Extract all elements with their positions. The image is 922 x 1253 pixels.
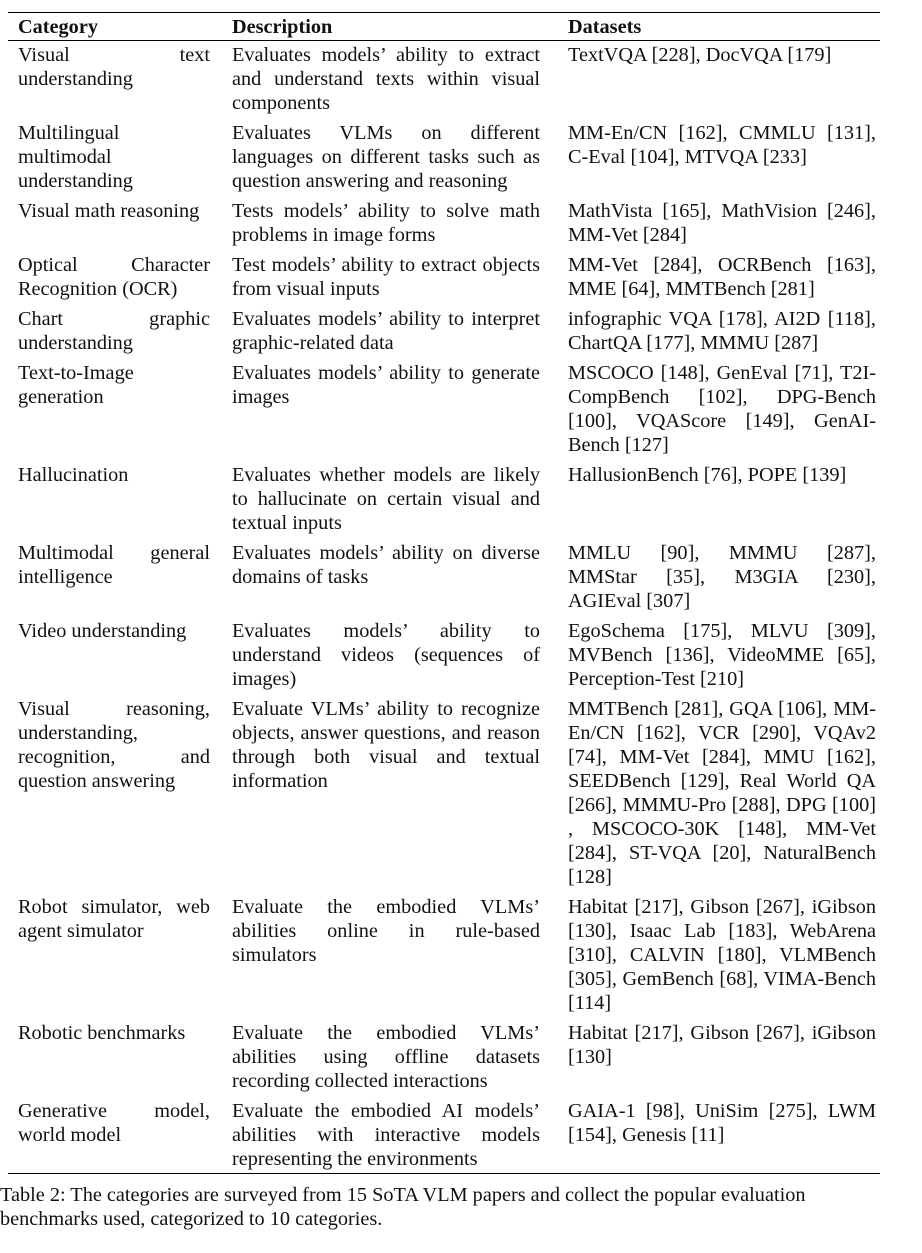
category-cell: Chart graphic understanding (18, 308, 210, 354)
category-cell: Robotic benchmarks (18, 1022, 186, 1044)
category-cell: Generative model, world model (8, 1097, 218, 1174)
table-row (8, 119, 880, 197)
header-description: Description (218, 13, 548, 41)
category-cell: Multilingual multimodal understanding (18, 122, 133, 192)
category-cell: Visual text understanding (18, 44, 210, 90)
datasets-cell: GAIA-1 [98], UniSim [275], LWM [154], Genesis [11] (548, 1097, 880, 1174)
datasets-cell: Habitat [217], Gibson [267], iGibson [130] (568, 1022, 876, 1068)
category-cell: Text-to-Image generation (18, 362, 134, 408)
datasets-cell: Habitat [217], Gibson [267], iGibson [130], Isaac Lab [183], WebArena [310], CALVIN [180], VLMBench [305], GemBench [68], VIMA-Bench [114] (568, 896, 876, 1014)
description-cell: Evaluate the embodied AI models’ abilities with interactive models representing the environments (218, 1097, 548, 1174)
description-cell: Evaluates whether models are likely to hallucinate on certain visual and textual inputs (232, 464, 540, 534)
table-row (8, 617, 880, 695)
description-cell: Evaluates models’ ability to interpret graphic-related data (232, 308, 540, 354)
datasets-cell: MMLU [90], MMMU [287], MMStar [35], M3GIA [230], AGIEval [307] (568, 542, 876, 612)
description-cell: Evaluates models’ ability to understand videos (sequences of images) (232, 620, 540, 690)
table-caption: Table 2: The categories are surveyed from 15 SoTA VLM papers and collect the popular evaluation benchmarks used, categorized to 10 categories. (0, 1184, 806, 1230)
benchmark-table (8, 12, 880, 1174)
category-cell: Multimodal general intelligence (18, 542, 210, 588)
category-cell: Optical Character Recognition (OCR) (18, 254, 210, 300)
table-row (8, 461, 880, 539)
datasets-cell: MM-En/CN [162], CMMLU [131], C-Eval [104], MTVQA [233] (568, 122, 876, 168)
table-header-row (8, 13, 880, 41)
description-cell: Evaluate the embodied VLMs’ abilities online in rule-based simulators (232, 896, 540, 966)
table-row (8, 197, 880, 251)
category-cell: Visual reasoning, understanding, recognition, and question answering (18, 698, 210, 792)
table-row (8, 359, 880, 461)
description-cell: Tests models’ ability to solve math problems in image forms (232, 200, 540, 246)
description-cell: Evaluates models’ ability on diverse domains of tasks (232, 542, 540, 588)
table-row (8, 695, 880, 893)
category-cell: Visual math reasoning (18, 200, 200, 222)
datasets-cell: HallusionBench [76], POPE [139] (568, 464, 847, 486)
description-cell: Test models’ ability to extract objects from visual inputs (232, 254, 540, 300)
datasets-cell: MM-Vet [284], OCRBench [163], MME [64], MMTBench [281] (568, 254, 876, 300)
header-datasets: Datasets (548, 13, 880, 41)
description-cell: Evaluate the embodied VLMs’ abilities using offline datasets recording collected interactions (232, 1022, 540, 1092)
category-cell: Robot simulator, web agent simulator (18, 896, 210, 942)
category-cell: Hallucination (18, 464, 129, 486)
header-category: Category (8, 13, 218, 41)
category-cell: Video understanding (18, 620, 187, 642)
table-row (8, 1019, 880, 1097)
table-row (8, 305, 880, 359)
datasets-cell: EgoSchema [175], MLVU [309], MVBench [136], VideoMME [65], Perception-Test [210] (568, 620, 876, 690)
description-cell: Evaluates models’ ability to extract and understand texts within visual components (232, 44, 540, 114)
datasets-cell: MSCOCO [148], GenEval [71], T2I-CompBench [102], DPG-Bench [100], VQAScore [149], GenAI-Bench [127] (568, 362, 876, 456)
table-row (8, 539, 880, 617)
datasets-cell: infographic VQA [178], AI2D [118], ChartQA [177], MMMU [287] (568, 308, 876, 354)
table-row (8, 41, 880, 120)
table-row (8, 893, 880, 1019)
description-cell: Evaluates models’ ability to generate images (232, 362, 540, 408)
datasets-cell: MathVista [165], MathVision [246], MM-Vet [284] (568, 200, 876, 246)
description-cell: Evaluate VLMs’ ability to recognize objects, answer questions, and reason through both visual and textual information (232, 698, 540, 792)
datasets-cell: MMTBench [281], GQA [106], MM-En/CN [162], VCR [290], VQAv2 [74], MM-Vet [284], MMU [162], SEEDBench [129], Real World QA [266], MMMU-Pro [288], DPG [100] , MSCOCO-30K [148], MM-Vet [284], ST-VQA [20], NaturalBench [128] (568, 698, 876, 888)
table-row (8, 251, 880, 305)
datasets-cell: TextVQA [228], DocVQA [179] (568, 44, 832, 66)
table-row (8, 1097, 880, 1174)
description-cell: Evaluates VLMs on different languages on different tasks such as question answering and reasoning (232, 122, 540, 192)
